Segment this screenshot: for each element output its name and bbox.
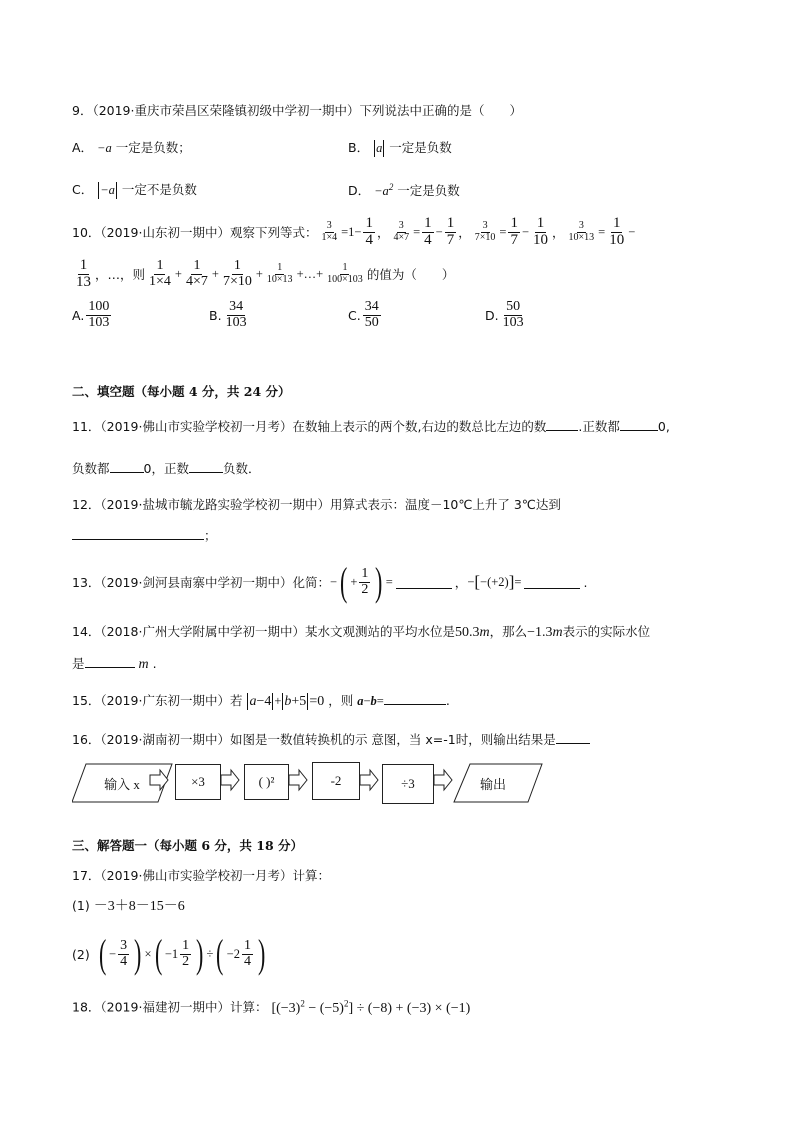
q10-option-b: B. $\frac{34}{103}$: [209, 299, 247, 330]
q10-option-a: A. $\frac{100}{103}$: [72, 299, 110, 330]
flow-step-minus2: -2: [312, 762, 360, 800]
flow-step-divide3: ÷3: [382, 764, 434, 804]
arrow-2: [221, 770, 239, 790]
q11-line1: 11．（2019·佛山市实验学校初一月考）在数轴上表示的两个数,右边的数总比左边的数 .正数都 0,: [72, 419, 670, 434]
q16-stem: 16．（2019·湖南初一期中）如图是一数值转换机的示 意图，当 x=-1时，则输出结果是: [72, 731, 590, 747]
q17-part1: (1) －3＋8－15－6: [72, 898, 185, 914]
q10-line1: 10．（2019·山东初一期中）观察下列等式： $\frac{3}{1\times 4}$ =1− $\frac{1}{4}$ ， $\frac{3}{4\times 7}$ = $\frac{1}{4}$ − $\frac{1}{7}$ ， $\frac{3}{7\times 10}$ = $\frac{1}{7}$ − $\frac{1}{10}$ ， $\frac{3}{10\times 13}$ = $\frac{1}{10}$ −: [72, 215, 636, 248]
q12-answer-line: ；: [72, 527, 217, 543]
flow-step-times3: ×3: [175, 764, 221, 800]
flow-input-label: 输入 x: [104, 776, 140, 792]
q9-d-math: $-a^2$: [374, 182, 394, 199]
section3-title: 三、解答题一（每小题 6 分，共 18 分）: [72, 838, 304, 853]
flow-step-square: ( )²: [244, 764, 289, 800]
q9-option-a: [72, 140, 191, 156]
q12-stem: 12．（2019·盐城市毓龙路实验学校初一期中）用算式表示：温度－10℃上升了 3℃达到: [72, 497, 561, 512]
q10-option-d: D. $\frac{50}{103}$: [485, 299, 524, 330]
q17-part2: (2) ( − $\frac{3}{4}$ ) × ( −1 $\frac{1}{2}$ ) ÷ ( −2 $\frac{1}{4}$ ): [72, 931, 266, 976]
q14-line1: 14．（2018·广州大学附属中学初一期中）某水文观测站的平均水位是50.3m，那么−1.3m表示的实际水位: [72, 624, 651, 640]
q14-line2: 是 m .: [72, 656, 157, 672]
q16-flowchart: [72, 760, 552, 810]
q9-option-c: [72, 182, 197, 199]
q17-stem: 17．（2019·佛山市实验学校初一月考）计算：: [72, 868, 330, 883]
q9-option-d: [348, 182, 460, 199]
q9-c-text: 一定不是负数: [121, 182, 197, 197]
q9-d-text: 一定是负数: [397, 183, 460, 199]
q10-line2-after: 的值为（ ）: [366, 266, 455, 282]
q10-stem: 10．（2019·山东初一期中）观察下列等式：: [72, 224, 318, 240]
arrow-4: [360, 770, 378, 790]
q15: 15．（2019·广东初一期中）若 a−4 + b+5 =0 ，则 a−b= .: [72, 693, 450, 709]
q9-b-text: 一定是负数: [389, 140, 452, 155]
q9-option-b: [348, 140, 452, 157]
q9-stem: 9．（2019·重庆市荣昌区荣隆镇初级中学初一期中）下列说法中正确的是（ ）: [72, 103, 522, 118]
q13: 13．（2019·剑河县南寨中学初一期中）化简： − ( + $\frac{1}{2}$ ) = ， − [ −(+2) ] = .: [72, 559, 588, 604]
q9-a-label: A．: [72, 140, 94, 155]
q9-a-math: −a: [97, 141, 112, 155]
q18: 18．（2019·福建初一期中）计算： $[(-3)^2 - (-5)^2] \div (-8) + (-3) \times (-1)$: [72, 998, 471, 1016]
q10-option-c: C. $\frac{34}{50}$: [348, 299, 379, 330]
flow-output-label: 输出: [479, 776, 506, 792]
q10-line2: $\frac{1}{13}$ ，…，则 $\frac{1}{1\times 4}$ + $\frac{1}{4\times 7}$ + $\frac{1}{7\times 10}$ + $\frac{1}{10\times 13}$ +…+ $\frac{1}{100\times 103}$ 的值为（ ）: [76, 257, 455, 290]
arrow-5: [434, 770, 452, 790]
q9-c-label: C．: [72, 182, 94, 197]
arrow-3: [289, 770, 307, 790]
q9-a-text: 一定是负数；: [115, 140, 191, 155]
q11-line2: 负数都 0，正数 负数．: [72, 461, 261, 476]
q9-d-label: D．: [348, 183, 371, 199]
q9-b-label: B．: [348, 140, 370, 155]
section2-title: 二、填空题（每小题 4 分，共 24 分）: [72, 384, 291, 399]
q9-b-math: a: [376, 141, 383, 155]
q9-c-math: −a: [100, 183, 115, 197]
